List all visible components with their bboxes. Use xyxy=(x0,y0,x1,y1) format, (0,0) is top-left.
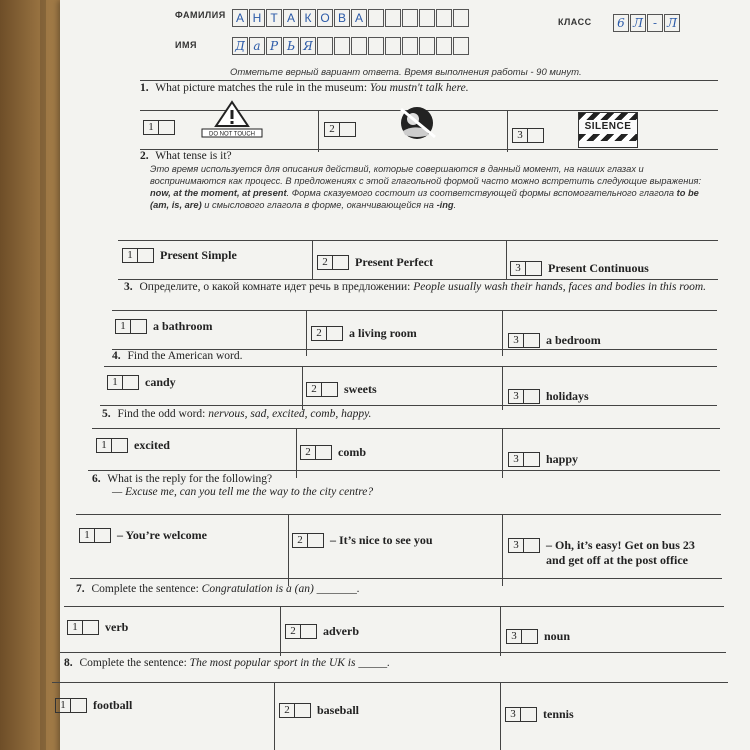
question-number: 2. xyxy=(140,150,149,162)
answer-box[interactable]: 3 xyxy=(508,452,540,467)
no-talking-icon xyxy=(393,105,441,141)
letter-cell[interactable] xyxy=(436,9,452,27)
answer-box[interactable]: 1 xyxy=(122,248,154,263)
grammar-explanation: Это время используется для описания действий, которые совершаются в данный момент, на наших глазах и воспринимаются как процесс. В предложениях с этой глагольной формой часто можно встретить следующие выражения: now, at the moment, at present. Форма сказуемого состоит из соответствующей формы вспомогательного глагола to be (am, is, are) и смыслового глагола в форме, оканчивающейся на -ing. xyxy=(150,164,702,210)
question-number: 5. xyxy=(102,408,111,420)
divider xyxy=(64,606,724,607)
surname-cells[interactable] xyxy=(232,9,470,27)
divider xyxy=(60,652,726,653)
divider xyxy=(76,514,721,515)
divider xyxy=(52,682,728,683)
answer-box[interactable]: 3 xyxy=(508,538,540,553)
letter-cell[interactable] xyxy=(385,9,401,27)
answer-box[interactable]: 1 xyxy=(79,528,111,543)
question-text: Find the American word. xyxy=(127,350,243,362)
question-italic: People usually wash their hands, faces and bodies in this room. xyxy=(413,281,707,293)
option-3[interactable] xyxy=(508,333,601,348)
letter-cell[interactable] xyxy=(317,37,333,55)
option-label: football xyxy=(93,698,133,712)
answer-box[interactable]: 3 xyxy=(508,389,540,404)
option-2[interactable] xyxy=(300,445,366,460)
question-text: What is the reply for the following? xyxy=(107,473,273,485)
answer-box[interactable]: 3 xyxy=(510,261,542,276)
divider xyxy=(112,310,717,311)
answer-box[interactable]: 2 xyxy=(311,326,343,341)
option-1[interactable] xyxy=(79,528,207,543)
divider xyxy=(100,405,717,406)
letter-cell[interactable]: Л xyxy=(630,14,646,32)
answer-box[interactable]: 2 xyxy=(300,445,332,460)
divider xyxy=(118,240,718,241)
letter-cell[interactable]: А xyxy=(232,9,248,27)
answer-box[interactable]: 1 xyxy=(96,438,128,453)
surname-label: ФАМИЛИЯ xyxy=(175,10,226,20)
silence-sign-icon xyxy=(578,112,638,148)
option-label: sweets xyxy=(344,382,377,396)
answer-box[interactable]: 2 xyxy=(292,533,324,548)
option-1[interactable] xyxy=(107,375,176,390)
option-2[interactable] xyxy=(285,624,359,639)
option-2[interactable] xyxy=(311,326,417,341)
question-text: What picture matches the rule in the museum: xyxy=(155,82,368,94)
letter-cell[interactable]: а xyxy=(249,37,265,55)
letter-cell[interactable] xyxy=(334,37,350,55)
option-2[interactable] xyxy=(292,533,433,548)
class-label: КЛАСС xyxy=(558,17,592,27)
letter-cell[interactable] xyxy=(368,37,384,55)
question-text: Complete the sentence: xyxy=(91,583,199,595)
answer-box[interactable]: 1 xyxy=(143,120,175,135)
option-label: baseball xyxy=(317,703,360,717)
divider xyxy=(502,514,503,586)
answer-box[interactable]: 2 xyxy=(306,382,338,397)
warning-sign-label: DO NOT TOUCH xyxy=(208,131,256,138)
divider xyxy=(288,514,289,586)
letter-cell[interactable] xyxy=(402,37,418,55)
option-3[interactable] xyxy=(510,261,649,276)
option-label: excited xyxy=(134,438,170,452)
question-1 xyxy=(140,82,715,95)
divider xyxy=(104,366,717,367)
question-5 xyxy=(102,408,712,421)
divider xyxy=(140,80,718,81)
answer-box[interactable]: 2 xyxy=(317,255,349,270)
letter-cell[interactable] xyxy=(453,37,469,55)
option-label: a bathroom xyxy=(153,319,213,333)
question-number: 7. xyxy=(76,583,85,595)
answer-box[interactable]: 2 xyxy=(285,624,317,639)
option-1[interactable] xyxy=(143,120,181,135)
option-label: comb xyxy=(338,445,366,459)
answer-box[interactable]: 3 xyxy=(506,629,538,644)
letter-cell[interactable] xyxy=(368,9,384,27)
option-label: adverb xyxy=(323,624,359,638)
answer-box[interactable]: 2 xyxy=(279,703,311,718)
letter-cell[interactable] xyxy=(419,37,435,55)
letter-cell[interactable]: Д xyxy=(232,37,248,55)
option-label: tennis xyxy=(543,707,574,721)
answer-box[interactable]: 1 xyxy=(55,698,87,713)
letter-cell[interactable] xyxy=(351,37,367,55)
letter-cell[interactable]: Я xyxy=(300,37,316,55)
letter-cell[interactable] xyxy=(419,9,435,27)
divider xyxy=(302,366,303,410)
letter-cell[interactable] xyxy=(385,37,401,55)
hazard-stripes xyxy=(579,134,637,141)
class-cells[interactable] xyxy=(613,14,681,32)
option-3[interactable] xyxy=(508,389,589,404)
option-2[interactable] xyxy=(306,382,377,397)
option-label: noun xyxy=(544,629,571,643)
silence-sign-label: SILENCE xyxy=(584,121,632,132)
option-2[interactable] xyxy=(324,122,362,137)
question-3 xyxy=(124,281,714,294)
question-number: 3. xyxy=(124,281,133,293)
question-number: 4. xyxy=(112,350,121,362)
answer-box[interactable]: 3 xyxy=(512,128,544,143)
option-label: – Oh, it’s easy! Get on bus 23 and get off at the post office xyxy=(546,538,695,567)
option-label: a bedroom xyxy=(546,333,601,347)
option-3[interactable] xyxy=(505,707,574,722)
divider xyxy=(507,110,508,152)
divider xyxy=(274,682,275,750)
letter-cell[interactable]: Ь xyxy=(283,37,299,55)
option-label: Present Simple xyxy=(160,248,237,262)
question-text: Определите, о какой комнате идет речь в предложении: xyxy=(139,281,411,293)
answer-box[interactable]: 1 xyxy=(115,319,147,334)
hazard-stripes xyxy=(579,113,637,120)
option-1[interactable] xyxy=(122,248,237,263)
letter-cell[interactable]: 6 xyxy=(613,14,629,32)
answer-box[interactable]: 3 xyxy=(505,707,537,722)
binder-spine xyxy=(40,0,46,750)
divider xyxy=(506,240,507,280)
question-italic: The most popular sport in the UK is _____. xyxy=(189,657,390,669)
divider xyxy=(500,606,501,656)
letter-cell[interactable]: Т xyxy=(266,9,282,27)
divider xyxy=(92,428,720,429)
letter-cell[interactable]: О xyxy=(317,9,333,27)
option-label: a living room xyxy=(349,326,417,340)
letter-cell[interactable]: Л xyxy=(664,14,680,32)
warning-sign-icon xyxy=(200,100,264,138)
name-cells[interactable] xyxy=(232,37,470,55)
letter-cell[interactable] xyxy=(402,9,418,27)
option-2[interactable] xyxy=(279,703,359,718)
option-label: candy xyxy=(145,375,176,389)
divider xyxy=(70,578,722,579)
option-3[interactable] xyxy=(512,128,550,143)
divider xyxy=(318,110,319,152)
name-label: ИМЯ xyxy=(175,40,197,50)
divider xyxy=(500,682,501,750)
option-label: Present Perfect xyxy=(355,255,434,269)
question-italic: — Excuse me, can you tell me the way to the city centre? xyxy=(112,486,374,498)
letter-cell[interactable] xyxy=(453,9,469,27)
question-7 xyxy=(76,583,716,596)
divider xyxy=(312,240,313,280)
question-number: 8. xyxy=(64,657,73,669)
question-4 xyxy=(112,350,712,363)
letter-cell[interactable]: А xyxy=(283,9,299,27)
answer-box[interactable]: 1 xyxy=(67,620,99,635)
question-italic: nervous, sad, excited, comb, happy. xyxy=(208,408,372,420)
answer-box[interactable]: 2 xyxy=(324,122,356,137)
letter-cell[interactable]: Р xyxy=(266,37,282,55)
option-1[interactable] xyxy=(67,620,128,635)
letter-cell[interactable] xyxy=(436,37,452,55)
question-text: What tense is it? xyxy=(155,150,232,162)
question-italic: Congratulation is a (an) _______. xyxy=(201,583,360,595)
divider xyxy=(502,366,503,410)
option-3[interactable] xyxy=(508,452,578,467)
option-3[interactable] xyxy=(508,538,718,568)
question-2 xyxy=(140,150,715,163)
option-label: holidays xyxy=(546,389,589,403)
divider xyxy=(118,279,718,280)
option-1[interactable] xyxy=(96,438,170,453)
option-label: verb xyxy=(105,620,129,634)
letter-cell[interactable]: К xyxy=(300,9,316,27)
letter-cell[interactable]: - xyxy=(647,14,663,32)
question-text: Find the odd word: xyxy=(117,408,206,420)
option-1[interactable] xyxy=(55,698,132,713)
question-text: Complete the sentence: xyxy=(79,657,187,669)
question-number: 6. xyxy=(92,473,101,485)
option-label: happy xyxy=(546,452,579,466)
option-1[interactable] xyxy=(115,319,212,334)
question-8 xyxy=(64,657,719,670)
letter-cell[interactable]: В xyxy=(334,9,350,27)
question-italic: You mustn't talk here. xyxy=(369,82,469,94)
option-3[interactable] xyxy=(506,629,570,644)
question-6 xyxy=(92,473,712,499)
letter-cell[interactable]: А xyxy=(351,9,367,27)
option-label: – You’re welcome xyxy=(117,528,207,542)
instructions: Отметьте верный вариант ответа. Время выполнения работы - 90 минут. xyxy=(230,67,582,78)
option-label: Present Continuous xyxy=(548,261,649,275)
letter-cell[interactable]: Н xyxy=(249,9,265,27)
divider xyxy=(280,606,281,656)
answer-box[interactable]: 1 xyxy=(107,375,139,390)
question-number: 1. xyxy=(140,82,149,94)
option-2[interactable] xyxy=(317,255,433,270)
divider xyxy=(88,470,720,471)
answer-box[interactable]: 3 xyxy=(508,333,540,348)
option-label: – It’s nice to see you xyxy=(330,533,433,547)
